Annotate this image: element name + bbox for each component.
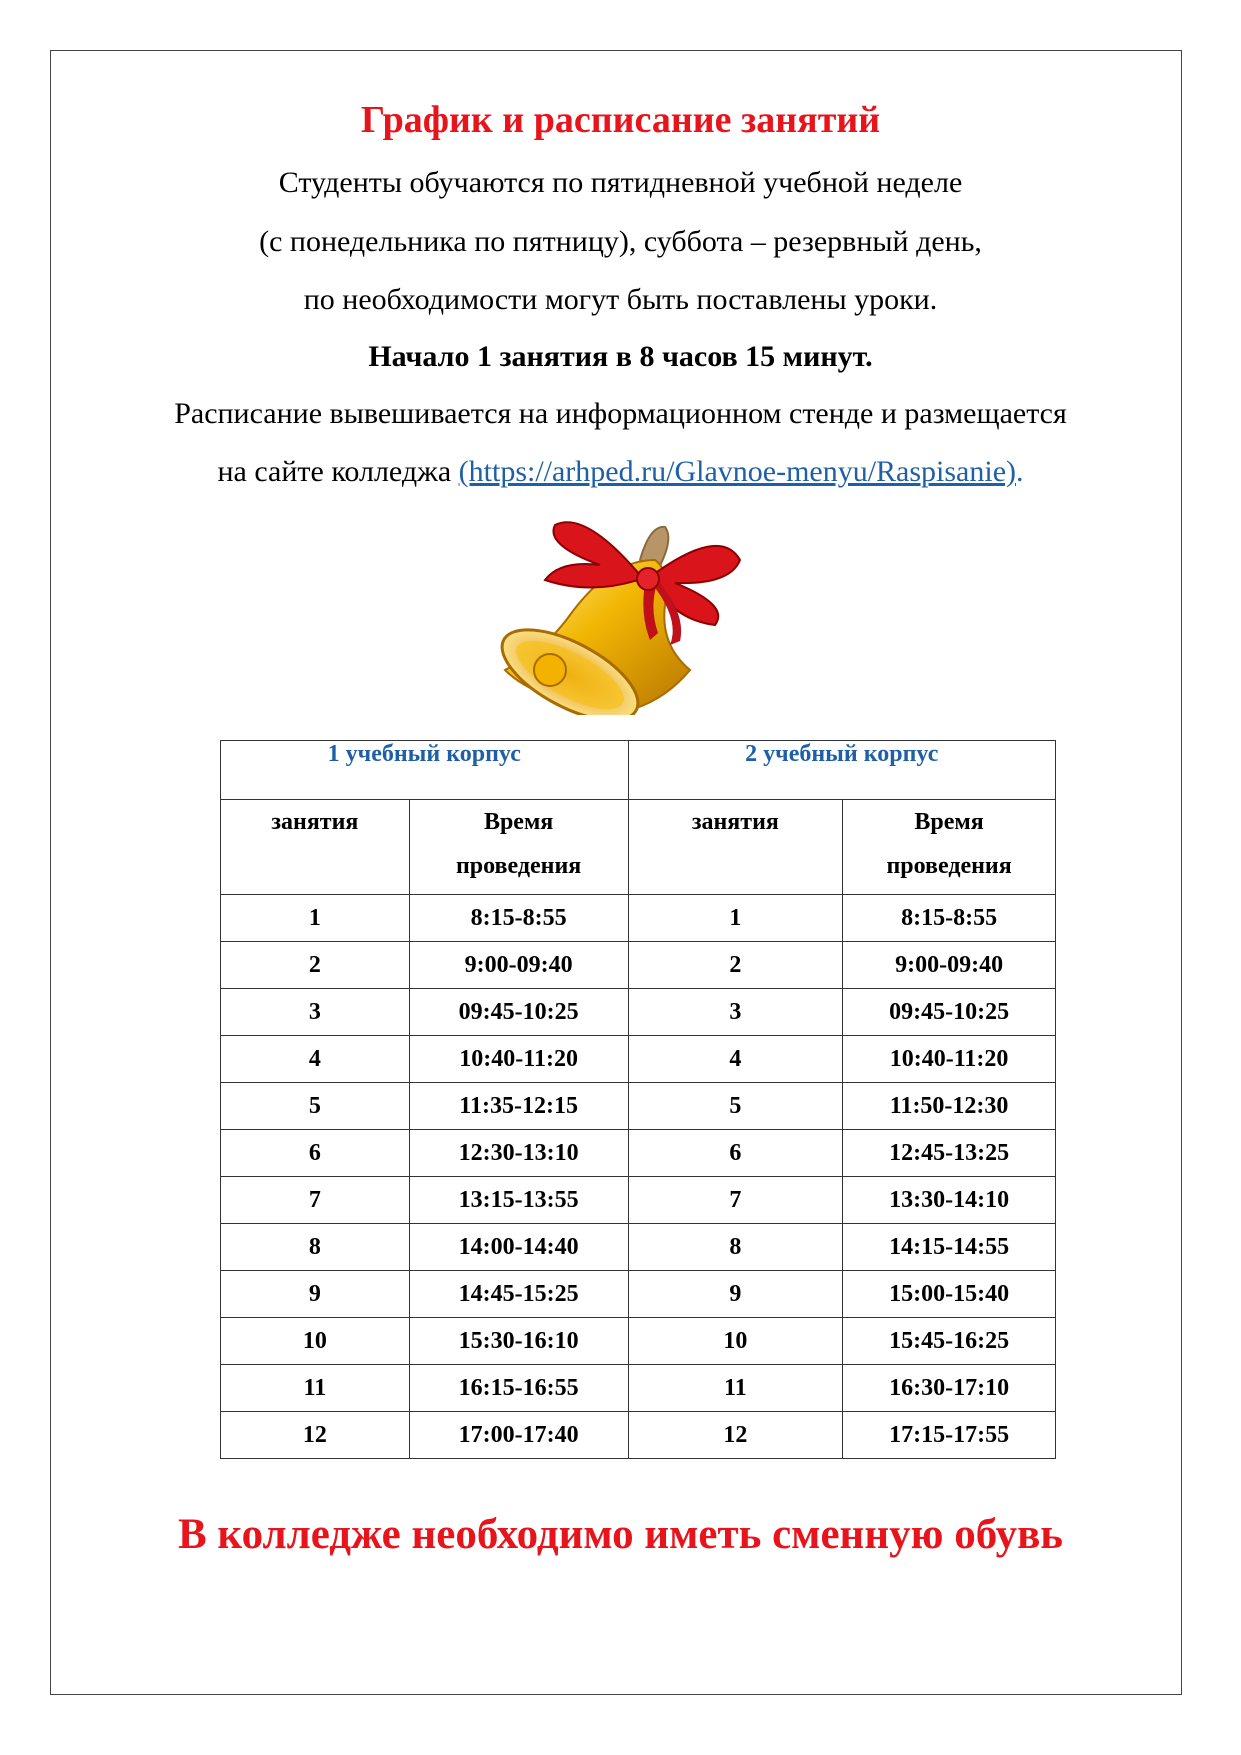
time-corpus-1: 13:15-13:55 xyxy=(409,1177,628,1224)
intro-line-6 xyxy=(0,455,1241,489)
schedule-link[interactable]: (https://arhped.ru/Glavnoe-menyu/Raspisanie) xyxy=(458,455,1017,488)
lesson-number-corpus-1: 4 xyxy=(221,1036,410,1083)
time-corpus-2: 15:45-16:25 xyxy=(843,1318,1056,1365)
time-corpus-2: 14:15-14:55 xyxy=(843,1224,1056,1271)
corpus-header-row xyxy=(221,741,1056,800)
col-lesson-2: занятия xyxy=(628,800,843,895)
time-corpus-1: 17:00-17:40 xyxy=(409,1412,628,1459)
lesson-number-corpus-1: 6 xyxy=(221,1130,410,1177)
col-time-label-1a: Время xyxy=(483,809,554,835)
time-corpus-1: 12:30-13:10 xyxy=(409,1130,628,1177)
start-time-note: Начало 1 занятия в 8 часов 15 минут. xyxy=(368,340,873,373)
table-row xyxy=(221,1224,1056,1271)
time-corpus-1: 15:30-16:10 xyxy=(409,1318,628,1365)
lesson-number-corpus-2: 1 xyxy=(628,895,843,942)
time-corpus-2: 8:15-8:55 xyxy=(843,895,1056,942)
time-corpus-1: 10:40-11:20 xyxy=(409,1036,628,1083)
table-row xyxy=(221,989,1056,1036)
lesson-number-corpus-1: 3 xyxy=(221,989,410,1036)
lesson-number-corpus-2: 3 xyxy=(628,989,843,1036)
table-row xyxy=(221,1318,1056,1365)
lesson-number-corpus-2: 6 xyxy=(628,1130,843,1177)
intro-line-3: по необходимости могут быть поставлены уроки. xyxy=(303,283,938,316)
lesson-number-corpus-2: 5 xyxy=(628,1083,843,1130)
table-row xyxy=(221,1036,1056,1083)
col-time-label-2a: Время xyxy=(914,809,984,835)
time-corpus-2: 17:15-17:55 xyxy=(843,1412,1056,1459)
link-suffix: . xyxy=(1016,455,1024,488)
lesson-number-corpus-1: 10 xyxy=(221,1318,410,1365)
time-corpus-2: 10:40-11:20 xyxy=(843,1036,1056,1083)
table-row xyxy=(221,1365,1056,1412)
time-corpus-1: 11:35-12:15 xyxy=(409,1083,628,1130)
lesson-number-corpus-2: 9 xyxy=(628,1271,843,1318)
col-time-1 xyxy=(409,800,628,895)
lesson-number-corpus-1: 8 xyxy=(221,1224,410,1271)
lesson-number-corpus-1: 2 xyxy=(221,942,410,989)
col-time-2 xyxy=(843,800,1056,895)
intro-line-5: Расписание вывешивается на информационном стенде и размещается xyxy=(174,397,1067,430)
time-corpus-1: 09:45-10:25 xyxy=(409,989,628,1036)
corpus-1-header: 1 учебный корпус xyxy=(221,741,629,800)
col-time-label-1b: проведения xyxy=(455,853,582,879)
schedule-rows xyxy=(221,895,1056,1459)
corpus-2-header: 2 учебный корпус xyxy=(628,741,1055,800)
bell-icon xyxy=(490,505,770,715)
intro-line-1: Студенты обучаются по пятидневной учебной неделе xyxy=(278,166,963,199)
page-title: График и расписание занятий xyxy=(360,99,881,141)
time-corpus-2: 15:00-15:40 xyxy=(843,1271,1056,1318)
lesson-number-corpus-1: 11 xyxy=(221,1365,410,1412)
table-row xyxy=(221,895,1056,942)
lesson-number-corpus-2: 8 xyxy=(628,1224,843,1271)
site-label: на сайте колледжа xyxy=(217,455,459,488)
lesson-number-corpus-1: 9 xyxy=(221,1271,410,1318)
lesson-number-corpus-2: 10 xyxy=(628,1318,843,1365)
lesson-number-corpus-2: 2 xyxy=(628,942,843,989)
time-corpus-1: 8:15-8:55 xyxy=(409,895,628,942)
time-corpus-2: 13:30-14:10 xyxy=(843,1177,1056,1224)
table-row xyxy=(221,1271,1056,1318)
table-row xyxy=(221,1177,1056,1224)
schedule-table xyxy=(220,740,1056,1459)
col-lesson-1: занятия xyxy=(221,800,410,895)
footer-notice: В колледже необходимо иметь сменную обувь xyxy=(177,1511,1064,1558)
time-corpus-2: 16:30-17:10 xyxy=(843,1365,1056,1412)
time-corpus-1: 14:00-14:40 xyxy=(409,1224,628,1271)
time-corpus-1: 9:00-09:40 xyxy=(409,942,628,989)
table-row xyxy=(221,1130,1056,1177)
lesson-number-corpus-1: 1 xyxy=(221,895,410,942)
lesson-number-corpus-2: 11 xyxy=(628,1365,843,1412)
col-time-label-2b: проведения xyxy=(886,853,1012,879)
time-corpus-2: 09:45-10:25 xyxy=(843,989,1056,1036)
time-corpus-2: 12:45-13:25 xyxy=(843,1130,1056,1177)
table-row xyxy=(221,1412,1056,1459)
column-header-row xyxy=(221,800,1056,895)
lesson-number-corpus-1: 7 xyxy=(221,1177,410,1224)
intro-line-2: (с понедельника по пятницу), суббота – резервный день, xyxy=(259,225,982,258)
lesson-number-corpus-2: 12 xyxy=(628,1412,843,1459)
time-corpus-1: 14:45-15:25 xyxy=(409,1271,628,1318)
lesson-number-corpus-1: 12 xyxy=(221,1412,410,1459)
table-row xyxy=(221,1083,1056,1130)
time-corpus-1: 16:15-16:55 xyxy=(409,1365,628,1412)
time-corpus-2: 11:50-12:30 xyxy=(843,1083,1056,1130)
lesson-number-corpus-2: 4 xyxy=(628,1036,843,1083)
table-row xyxy=(221,942,1056,989)
lesson-number-corpus-1: 5 xyxy=(221,1083,410,1130)
time-corpus-2: 9:00-09:40 xyxy=(843,942,1056,989)
lesson-number-corpus-2: 7 xyxy=(628,1177,843,1224)
